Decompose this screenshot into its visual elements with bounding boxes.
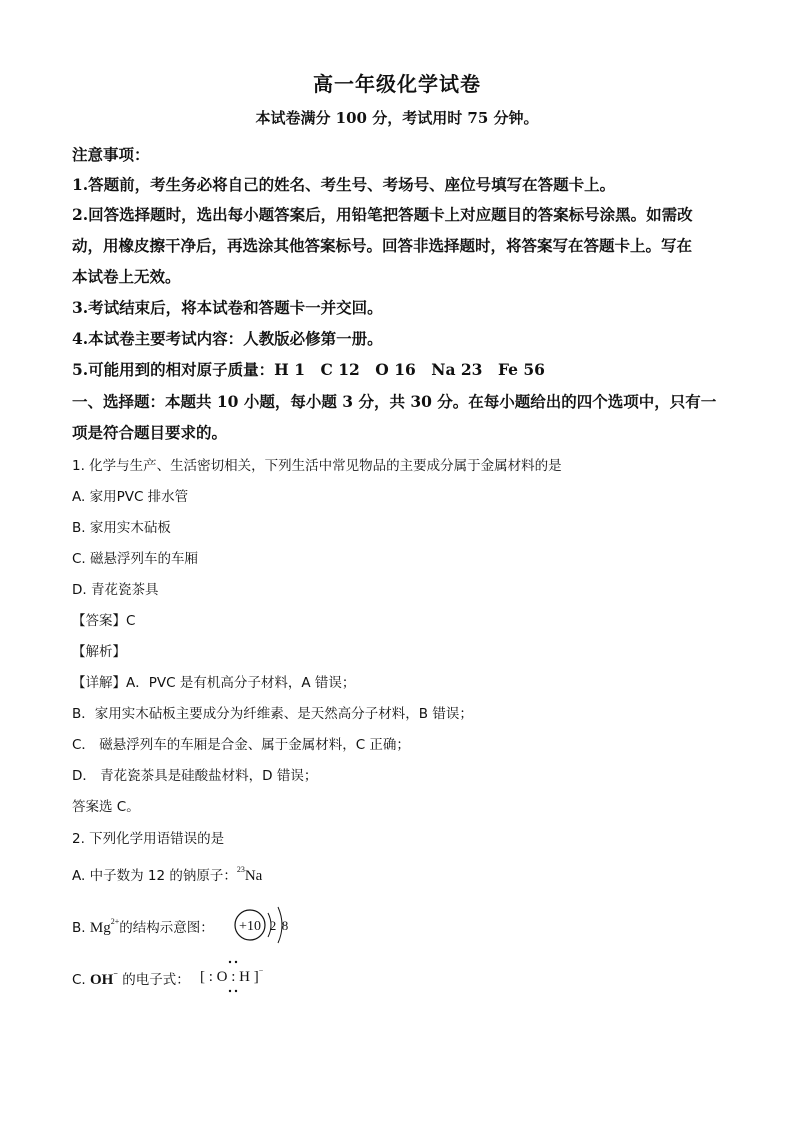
- notes-item-2-line-2: 动，用橡皮擦干净后，再选涂其他答案标号。回答非选择题时，将答案写在答题卡上。写在: [72, 236, 693, 255]
- ion-symbol: Mg: [89, 920, 111, 936]
- notes-item-4: 4.本试卷主要考试内容：人教版必修第一册。: [72, 329, 383, 348]
- q2-option-c: [72, 968, 722, 989]
- q1-analysis-label: 【解析】: [72, 644, 126, 660]
- q2-option-a-text: A. 中子数为 12 的钠原子：: [72, 868, 237, 884]
- q2-option-b-text: 的结构示意图：: [119, 920, 214, 936]
- q1-detail-3: C． 磁悬浮列车的车厢是合金、属于金属材料，C 正确；: [72, 737, 410, 753]
- q1-stem: 1. 化学与生产、生活密切相关，下列生活中常见物品的主要成分属于金属材料的是: [72, 458, 562, 474]
- notes-item-5: 5.可能用到的相对原子质量：H 1 C 12 O 16 Na 23 Fe 56: [72, 360, 545, 379]
- ion-symbol: OH: [90, 972, 114, 988]
- ion-charge: −: [113, 969, 118, 978]
- mg-ion: [89, 917, 120, 936]
- notes-item-2-line-3: 本试卷上无效。: [72, 267, 181, 286]
- shell-1-electrons: 2: [269, 918, 277, 933]
- lewis-charge: −: [258, 966, 264, 975]
- q1-option-b: B. 家用实木砧板: [72, 520, 171, 536]
- notes-item-2-line-1: 2.回答选择题时，选出每小题答案后，用铅笔把答题卡上对应题目的答案标号涂黑。如需改: [72, 205, 693, 224]
- notes-item-3: 3.考试结束后，将本试卷和答题卡一并交回。: [72, 298, 383, 317]
- q1-option-a: A. 家用PVC 排水管: [72, 489, 189, 505]
- notes-item-1: 1.答题前，考生务必将自己的姓名、考生号、考场号、座位号填写在答题卡上。: [72, 175, 616, 194]
- q1-conclusion: 答案选 C。: [72, 799, 140, 815]
- q2-option-c-label: C.: [72, 972, 91, 988]
- q1-answer: 【答案】C: [72, 613, 136, 629]
- mass-number: 23: [236, 865, 245, 874]
- lone-pair-dots: [224, 958, 244, 998]
- section-1-line-1: 一、选择题：本题共 10 小题，每小题 3 分，共 30 分。在每小题给出的四个选项中，只有一: [72, 392, 717, 411]
- q2-option-b: [72, 916, 722, 937]
- shell-2-electrons: 8: [281, 918, 289, 933]
- notes-heading: 注意事项：: [72, 145, 150, 164]
- q1-detail-1: 【详解】A．PVC 是有机高分子材料，A 错误；: [72, 675, 356, 691]
- lewis-structure: [ : O : H ]: [200, 969, 259, 985]
- q2-option-c-text: 的电子式：: [117, 972, 190, 988]
- q2-option-b-label: B.: [72, 920, 90, 936]
- sodium-isotope: [236, 865, 263, 884]
- hydroxide-ion: [90, 969, 118, 988]
- atom-structure-diagram: [230, 904, 300, 946]
- page-title: 高一年级化学试卷: [313, 72, 481, 96]
- page-subtitle: 本试卷满分 100 分，考试用时 75 分钟。: [255, 109, 539, 127]
- section-1-line-2: 项是符合题目要求的。: [72, 423, 228, 442]
- q1-detail-4: D． 青花瓷茶具是硅酸盐材料，D 错误；: [72, 768, 318, 784]
- q1-option-c: C. 磁悬浮列车的车厢: [72, 551, 199, 567]
- ion-charge: 2+: [110, 917, 120, 926]
- element-symbol: Na: [244, 868, 263, 884]
- nucleus-charge: +10: [239, 919, 261, 934]
- q2-option-a: [72, 864, 722, 885]
- q1-detail-2: B．家用实木砧板主要成分为纤维素、是天然高分子材料，B 错误；: [72, 706, 473, 722]
- q2-stem: 2. 下列化学用语错误的是: [72, 831, 225, 847]
- q1-option-d: D. 青花瓷茶具: [72, 582, 159, 598]
